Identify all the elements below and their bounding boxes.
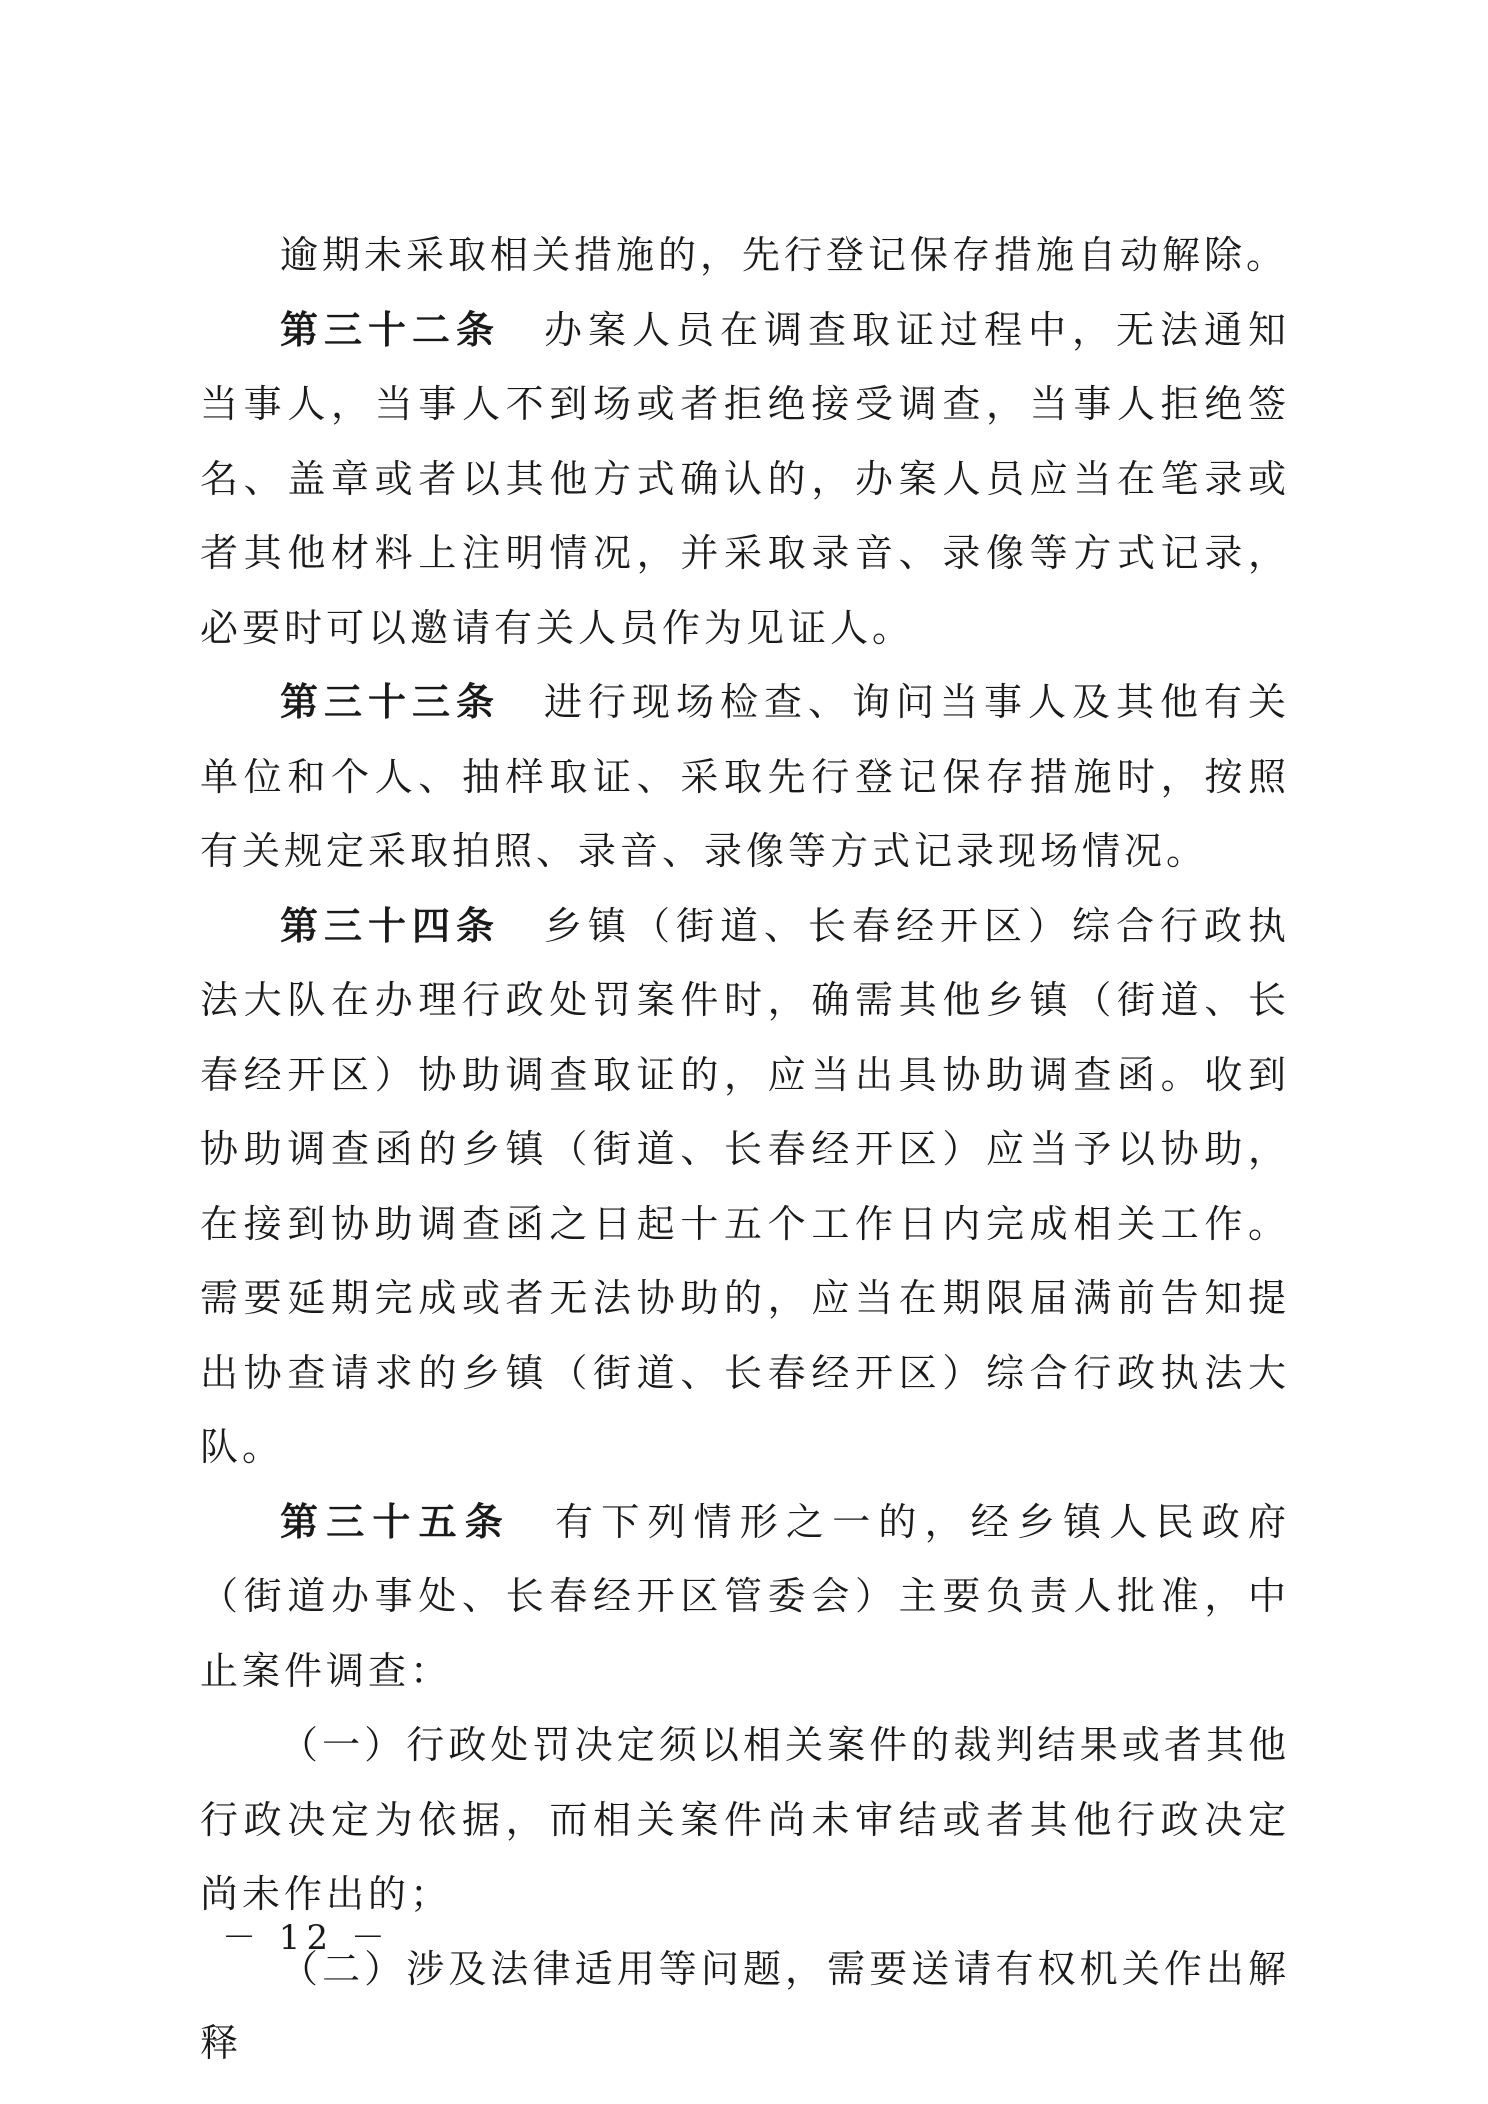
paragraph-text: 办案人员在调查取证过程中，无法通知当事人，当事人不到场或者拒绝接受调查，当事人拒绝签名、盖章或者以其他方式确认的，办案人员应当在笔录或者其他材料上注明情况，并采取录音、录像等方式记录，必要时可以邀请有关人员作为见证人。 (200, 307, 1290, 650)
paragraph-continuation (200, 218, 1290, 293)
paragraph-text: （一）行政处罚决定须以相关案件的裁判结果或者其他行政决定为依据，而相关案件尚未审结或者其他行政决定尚未作出的； (200, 1723, 1290, 1916)
article-number: 第三十二条 (280, 306, 500, 352)
paragraph-text: 有下列情形之一的，经乡镇人民政府（街道办事处、长春经开区管委会）主要负责人批准，中止案件调查： (200, 1499, 1290, 1693)
article-33 (200, 665, 1290, 889)
article-35 (200, 1485, 1290, 1709)
paragraph-text: 乡镇（街道、长春经开区）综合行政执法大队在办理行政处罚案件时，确需其他乡镇（街道、长春经开区）协助调查取证的，应当出具协助调查函。收到协助调查函的乡镇（街道、长春经开区）应当予以协助，在接到协助调查函之日起十五个工作日内完成相关工作。需要延期完成或者无法协助的，应当在期限届满前告知提出协查请求的乡镇（街道、长春经开区）综合行政执法大队。 (200, 903, 1290, 1469)
body-text (200, 218, 1290, 2081)
paragraph-text: 逾期未采取相关措施的，先行登记保存措施自动解除。 (280, 233, 1289, 277)
list-item-1 (200, 1708, 1290, 1932)
article-number: 第三十五条 (280, 1498, 511, 1544)
article-34 (200, 889, 1290, 1485)
page-number: － 12 － (222, 1918, 391, 1958)
paragraph-text: （二）涉及法律适用等问题，需要送请有权机关作出解释 (200, 1946, 1290, 2065)
article-32 (200, 293, 1290, 666)
paragraph-text: 进行现场检查、询问当事人及其他有关单位和个人、抽样取证、采取先行登记保存措施时，按照有关规定采取拍照、录音、录像等方式记录现场情况。 (200, 680, 1290, 873)
article-number: 第三十四条 (280, 902, 500, 948)
article-number: 第三十三条 (280, 679, 500, 724)
